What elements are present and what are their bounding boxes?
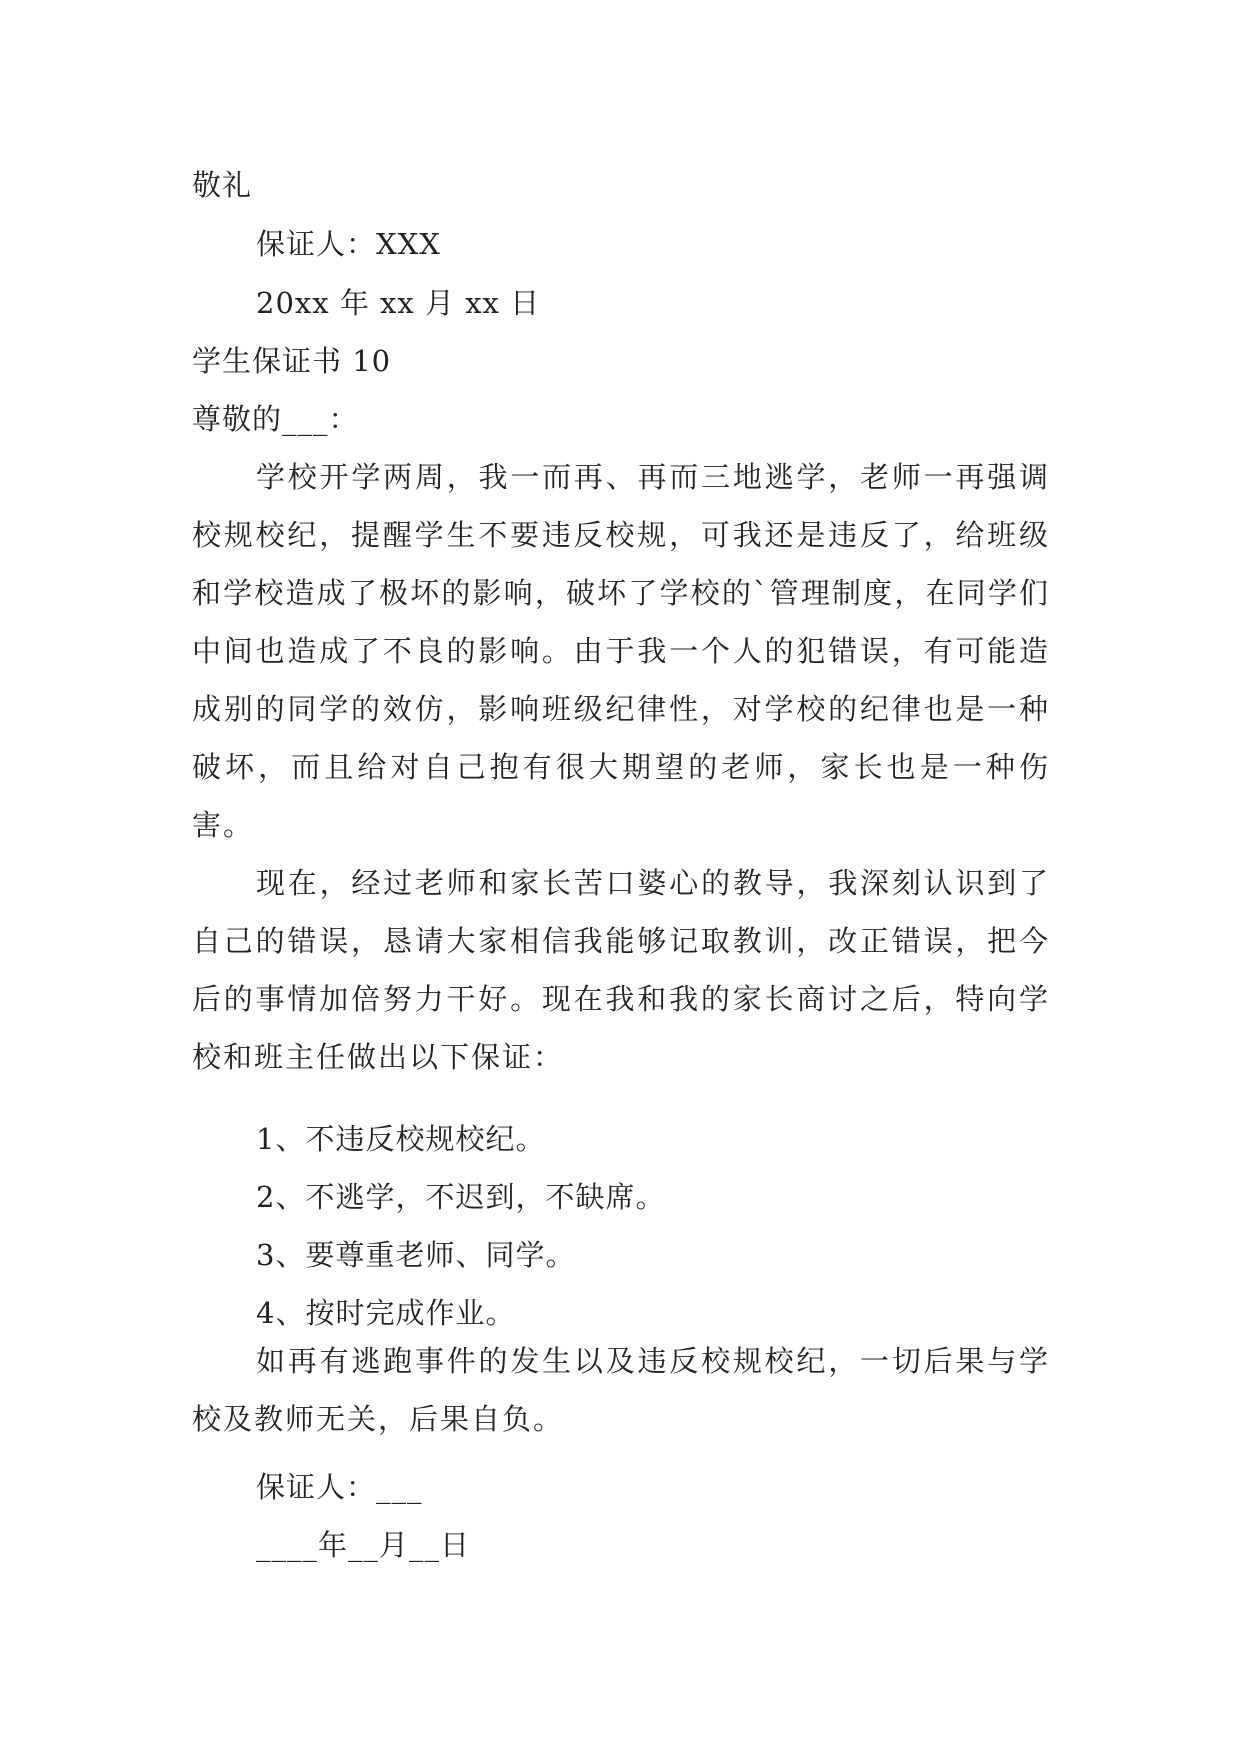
closing-text: 敬礼 bbox=[192, 168, 253, 202]
pledge-item-3: 3、要尊重老师、同学。 bbox=[256, 1238, 576, 1272]
section-title: 学生保证书 10 bbox=[192, 344, 392, 378]
pledge-item-4: 4、按时完成作业。 bbox=[256, 1296, 516, 1330]
body-paragraph-2: 现在，经过老师和家长苦口婆心的教导，我深刻认识到了自己的错误，恳请大家相信我能够记取教训，改正错误，把今后的事情加倍努力干好。现在我和我的家长商讨之后，特向学校和班主任做出以下保证： bbox=[192, 866, 1050, 1074]
pledge-item-2: 2、不逃学，不迟到，不缺席。 bbox=[256, 1180, 666, 1214]
guarantor-signature: 保证人：XXX bbox=[256, 227, 441, 261]
signature-date: 20xx 年 xx 月 xx 日 bbox=[256, 286, 541, 320]
salutation: 尊敬的___： bbox=[192, 402, 359, 436]
body-paragraph-3: 如再有逃跑事件的发生以及违反校规校纪，一切后果与学校及教师无关，后果自负。 bbox=[192, 1344, 1050, 1436]
guarantor-blank: 保证人：___ bbox=[256, 1470, 423, 1504]
pledge-item-1: 1、不违反校规校纪。 bbox=[256, 1122, 546, 1156]
date-blank: ____年__月__日 bbox=[256, 1528, 471, 1562]
body-paragraph-1: 学校开学两周，我一而再、再而三地逃学，老师一再强调校规校纪，提醒学生不要违反校规，可我还是违反了，给班级和学校造成了极坏的影响，破坏了学校的`管理制度，在同学们中间也造成了不良的影响。由于我一个人的犯错误，有可能造成别的同学的效仿，影响班级纪律性，对学校的纪律也是一种破坏，而且给对自己抱有很大期望的老师，家长也是一种伤害。 bbox=[192, 460, 1050, 842]
